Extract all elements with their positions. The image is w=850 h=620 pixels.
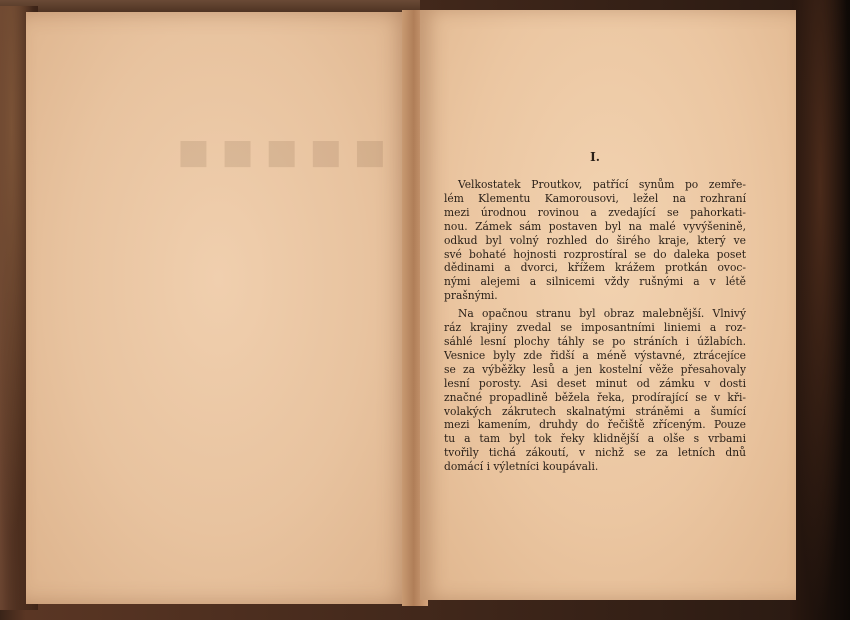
text-line: tu a tam byl tok řeky klidnější a olše s vrbami: [444, 432, 746, 446]
text-line: Na opačnou stranu byl obraz malebnější. Vlnivý: [458, 307, 746, 321]
text-line: volakých zákrutech skalnatými stráněmi a šumící: [444, 404, 746, 418]
text-line: prašnými.: [444, 289, 498, 303]
text-line: se za výběžky lesů a jen kostelní věže přesahovaly: [444, 362, 746, 376]
chapter-number: I.: [590, 150, 600, 164]
text-line: ráz krajiny zvedal se imposantními liniemi a roz-: [444, 321, 746, 335]
text-line: mezi úrodnou rovinou a zvedající se pahorkati-: [444, 205, 746, 219]
paragraph-2: [444, 307, 746, 474]
text-line: odkud byl volný rozhled do širého kraje, který ve: [444, 233, 746, 247]
text-line: značné propadlině běžela řeka, prodírající se v kři-: [444, 390, 746, 404]
paragraph-1: [444, 178, 746, 303]
show-through-ghost-print: ■■■■■: [165, 132, 386, 172]
book-cover-right-edge: [790, 0, 850, 620]
text-line: Velkostatek Proutkov, patřící synům po zemře-: [458, 178, 746, 191]
text-line: své bohaté hojnosti rozprostíral se do daleka poset: [444, 247, 746, 261]
page-body-text: [444, 178, 746, 478]
text-line: dědinami a dvorci, křížem krážem protkán ovoc-: [444, 261, 746, 275]
text-line: domácí i výletníci koupávali.: [444, 460, 599, 474]
text-line: mezi kamením, druhdy do řečiště zříceným. Pouze: [444, 418, 746, 432]
left-page-blank: [26, 12, 411, 604]
text-line: nou. Zámek sám postaven byl na malé vyvýšenině,: [444, 219, 746, 233]
text-line: nými alejemi a silnicemi vždy rušnými a v létě: [444, 275, 746, 289]
text-line: lém Klementu Kamorousovi, ležel na rozhraní: [444, 191, 746, 205]
text-line: Vesnice byly zde řidší a méně výstavné, ztrácejíce: [444, 348, 746, 362]
text-line: tvořily tichá zákoutí, v nichž se za letních dnů: [444, 446, 746, 460]
text-line: lesní porosty. Asi deset minut od zámku v dosti: [444, 376, 746, 390]
text-line: sáhlé lesní plochy táhly se po stráních i úžlabích.: [444, 334, 746, 348]
